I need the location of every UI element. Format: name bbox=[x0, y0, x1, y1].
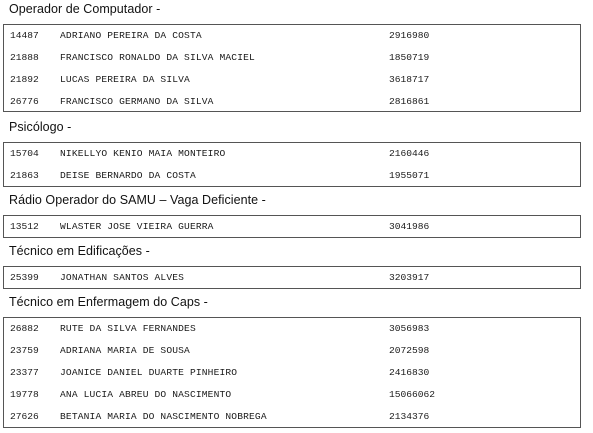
candidate-number: 2072598 bbox=[389, 345, 430, 356]
section-title: Técnico em Enfermagem do Caps - bbox=[9, 295, 208, 309]
candidate-name: RUTE DA SILVA FERNANDES bbox=[60, 323, 196, 334]
registration-code: 23759 bbox=[10, 345, 39, 356]
list-item bbox=[4, 406, 580, 428]
registration-code: 27626 bbox=[10, 411, 39, 422]
registration-code: 15704 bbox=[10, 148, 39, 159]
registration-code: 25399 bbox=[10, 272, 39, 283]
results-box bbox=[3, 266, 581, 289]
candidate-number: 3041986 bbox=[389, 221, 430, 232]
section-title: Psicólogo - bbox=[9, 120, 72, 134]
registration-code: 19778 bbox=[10, 389, 39, 400]
candidate-number: 2916980 bbox=[389, 30, 430, 41]
candidate-number: 1850719 bbox=[389, 52, 430, 63]
candidate-number: 2134376 bbox=[389, 411, 430, 422]
registration-code: 14487 bbox=[10, 30, 39, 41]
candidate-name: BETANIA MARIA DO NASCIMENTO NOBREGA bbox=[60, 411, 267, 422]
registration-code: 21863 bbox=[10, 170, 39, 181]
candidate-name: WLASTER JOSE VIEIRA GUERRA bbox=[60, 221, 214, 232]
candidate-name: JOANICE DANIEL DUARTE PINHEIRO bbox=[60, 367, 238, 378]
candidate-number: 3203917 bbox=[389, 272, 430, 283]
registration-code: 13512 bbox=[10, 221, 39, 232]
registration-code: 26776 bbox=[10, 96, 39, 107]
list-item bbox=[4, 143, 580, 165]
candidate-name: ADRIANO PEREIRA DA COSTA bbox=[60, 30, 202, 41]
list-item bbox=[4, 91, 580, 113]
candidate-name: JONATHAN SANTOS ALVES bbox=[60, 272, 185, 283]
candidate-number: 3618717 bbox=[389, 74, 430, 85]
list-item bbox=[4, 47, 580, 69]
registration-code: 26882 bbox=[10, 323, 39, 334]
list-item bbox=[4, 340, 580, 362]
section-title: Técnico em Edificações - bbox=[9, 244, 150, 258]
candidate-name: ANA LUCIA ABREU DO NASCIMENTO bbox=[60, 389, 232, 400]
candidate-name: LUCAS PEREIRA DA SILVA bbox=[60, 74, 190, 85]
section-title: Rádio Operador do SAMU – Vaga Deficiente - bbox=[9, 193, 266, 207]
list-item bbox=[4, 216, 580, 238]
candidate-name: FRANCISCO RONALDO DA SILVA MACIEL bbox=[60, 52, 255, 63]
list-item bbox=[4, 25, 580, 47]
registration-code: 23377 bbox=[10, 367, 39, 378]
registration-code: 21892 bbox=[10, 74, 39, 85]
results-box bbox=[3, 317, 581, 428]
list-item bbox=[4, 69, 580, 91]
candidate-name: NIKELLYO KENIO MAIA MONTEIRO bbox=[60, 148, 226, 159]
candidate-number: 3056983 bbox=[389, 323, 430, 334]
results-box bbox=[3, 24, 581, 112]
candidate-number: 2816861 bbox=[389, 96, 430, 107]
candidate-number: 2416830 bbox=[389, 367, 430, 378]
candidate-number: 2160446 bbox=[389, 148, 430, 159]
candidate-name: ADRIANA MARIA DE SOUSA bbox=[60, 345, 190, 356]
registration-code: 21888 bbox=[10, 52, 39, 63]
list-item bbox=[4, 318, 580, 340]
candidate-name: FRANCISCO GERMANO DA SILVA bbox=[60, 96, 214, 107]
candidate-number: 15066062 bbox=[389, 389, 436, 400]
candidate-name: DEISE BERNARDO DA COSTA bbox=[60, 170, 196, 181]
list-item bbox=[4, 267, 580, 289]
section-title: Operador de Computador - bbox=[9, 2, 161, 16]
list-item bbox=[4, 165, 580, 187]
candidate-number: 1955071 bbox=[389, 170, 430, 181]
list-item bbox=[4, 362, 580, 384]
results-box bbox=[3, 215, 581, 238]
list-item bbox=[4, 384, 580, 406]
results-box bbox=[3, 142, 581, 187]
